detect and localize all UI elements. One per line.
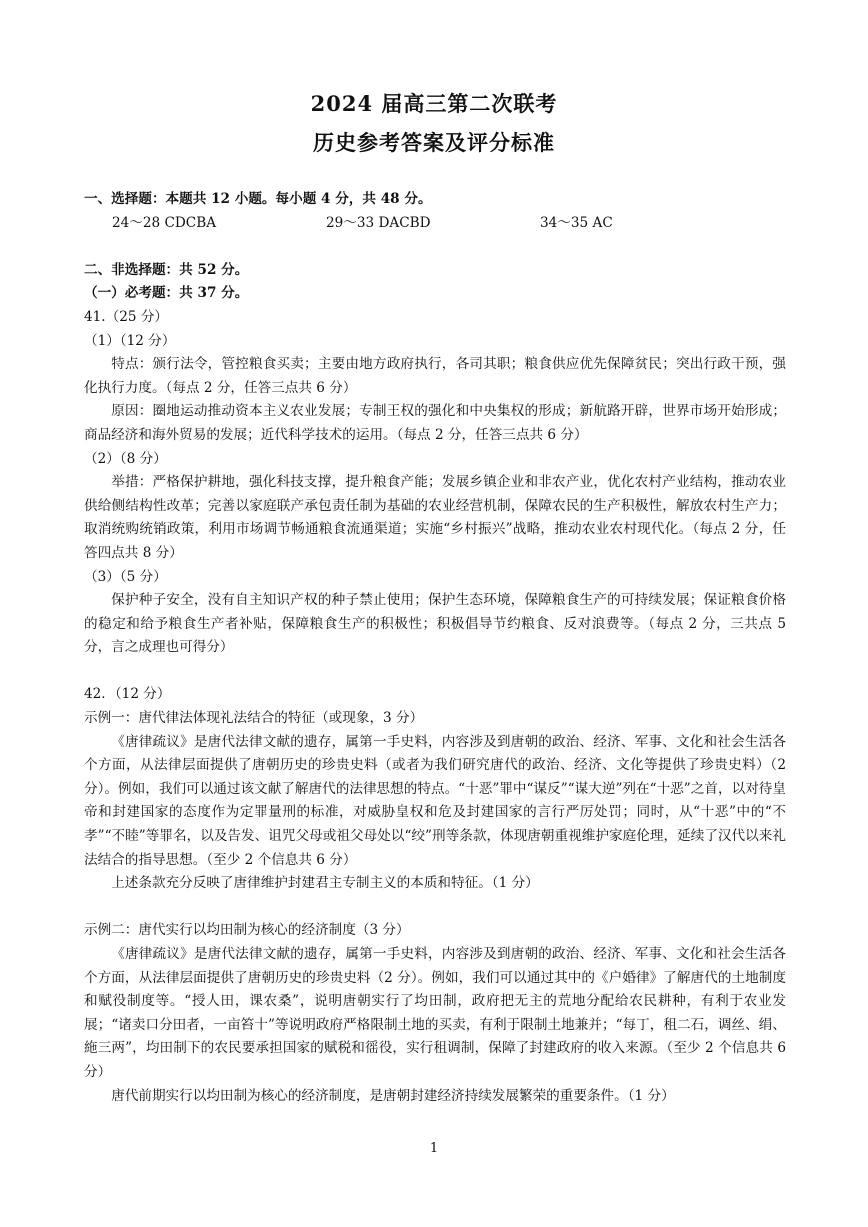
q42-example2-body: 《唐律疏议》是唐代法律文献的遗存，属第一手史料，内容涉及到唐朝的政治、经济、军事、文化和社会生活各个方面，从法律层面提供了唐朝历史的珍贵史料（2 分）。例如，我们可以通过其中的《户婚律》了解唐代的土地制度和赋役制度等。“授人田，课农桑”，说明唐朝实行了均田制，政府把无主的荒地分配给农民耕种，有利于农业发展；“诸卖口分田者，一亩笞十”等说明政府严格限制土地的买卖，有利于限制土地兼并；“每丁，租二石，调丝、绢、絁三两”，均田制下的农民要承担国家的赋税和徭役，实行租调制，保障了封建政府的收入来源。（至少 2 个信息共 6 分） (84, 946, 786, 1080)
section2-subheading: （一）必考题：共 37 分。 (84, 285, 249, 302)
q42-example2-conclusion: 唐代前期实行以均田制为核心的经济制度，是唐朝封建经济持续发展繁荣的重要条件。（1 分） (111, 1087, 675, 1104)
section2-heading: 二、非选择题：共 52 分。 (84, 261, 249, 278)
q41-part2-label: （2）（8 分） (84, 450, 167, 467)
answer-group-2: 29～33 DACBD (326, 214, 431, 231)
answer-key-row (84, 212, 786, 236)
document-title: 2024 届高三第二次联考 (310, 91, 558, 116)
q41-part2-measures: 举措：严格保护耕地，强化科技支撑，提升粮食产能；发展乡镇企业和非农产业，优化农村产业结构，推动农业供给侧结构性改革；完善以家庭联产承包责任制为基础的农业经营机制，保障农民的生产积极性，解放农村生产力；取消统购统销政策，利用市场调节畅通粮食流通渠道；实施“乡村振兴”战略，推动农业农村现代化。（每点 2 分，任答四点共 8 分） (84, 474, 786, 561)
q42-example1-conclusion: 上述条款充分反映了唐律维护封建君主专制主义的本质和特征。（1 分） (111, 875, 539, 892)
q41-label: 41.（25 分） (84, 308, 169, 325)
answer-group-1: 24～28 CDCBA (112, 214, 217, 231)
document-subtitle: 历史参考答案及评分标准 (313, 130, 555, 155)
page-number: 1 (429, 1141, 439, 1156)
section1-heading: 一、选择题：本题共 12 小题。每小题 4 分，共 48 分。 (84, 191, 432, 207)
q42-example1-heading: 示例一：唐代律法体现礼法结合的特征（或现象，3 分） (84, 710, 424, 727)
q41-part1-reasons: 原因：圈地运动推动资本主义农业发展；专制王权的强化和中央集权的形成；新航路开辟，世界市场开始形成；商品经济和海外贸易的发展；近代科学技术的运用。（每点 2 分，任答三点共 6 分） (84, 403, 786, 443)
answer-group-3: 34～35 AC (540, 214, 613, 231)
document-body (84, 188, 786, 1108)
q42-label: 42．（12 分） (84, 686, 171, 703)
q41-part3-answer: 保护种子安全，没有自主知识产权的种子禁止使用；保护生态环境，保障粮食生产的可持续发展；保证粮食价格的稳定和给予粮食生产者补贴，保障粮食生产的积极性；积极倡导节约粮食、反对浪费等。（每点 2 分，三共点 5 分，言之成理也可得分） (84, 592, 786, 656)
q42-example1-body: 《唐律疏议》是唐代法律文献的遗存，属第一手史料，内容涉及到唐朝的政治、经济、军事、文化和社会生活各个方面，从法律层面提供了唐朝历史的珍贵史料（或者为我们研究唐代的政治、经济、文化等提供了珍贵史料）（2 分）。例如，我们可以通过该文献了解唐代的法律思想的特点。“十恶”罪中“谋反”“谋大逆”列在“十恶”之首，以对待皇帝和封建国家的态度作为定罪量刑的标准，对威胁皇权和危及封建国家的言行严厉处罚；同时，从“十恶”中的“不孝”“不睦”等罪名，以及告发、诅咒父母或祖父母处以“绞”刑等条款，体现唐朝重视维护家庭伦理，延续了汉代以来礼法结合的指导思想。（至少 2 个信息共 6 分） (84, 733, 786, 868)
q42-example2-heading: 示例二：唐代实行以均田制为核心的经济制度（3 分） (84, 922, 410, 939)
q41-part1-label: （1）（12 分） (84, 332, 176, 349)
q41-part3-label: （3）（5 分） (84, 568, 167, 585)
q41-part1-features: 特点：颁行法令，管控粮食买卖；主要由地方政府执行，各司其职；粮食供应优先保障贫民；突出行政干预，强化执行力度。（每点 2 分，任答三点共 6 分） (84, 356, 786, 396)
